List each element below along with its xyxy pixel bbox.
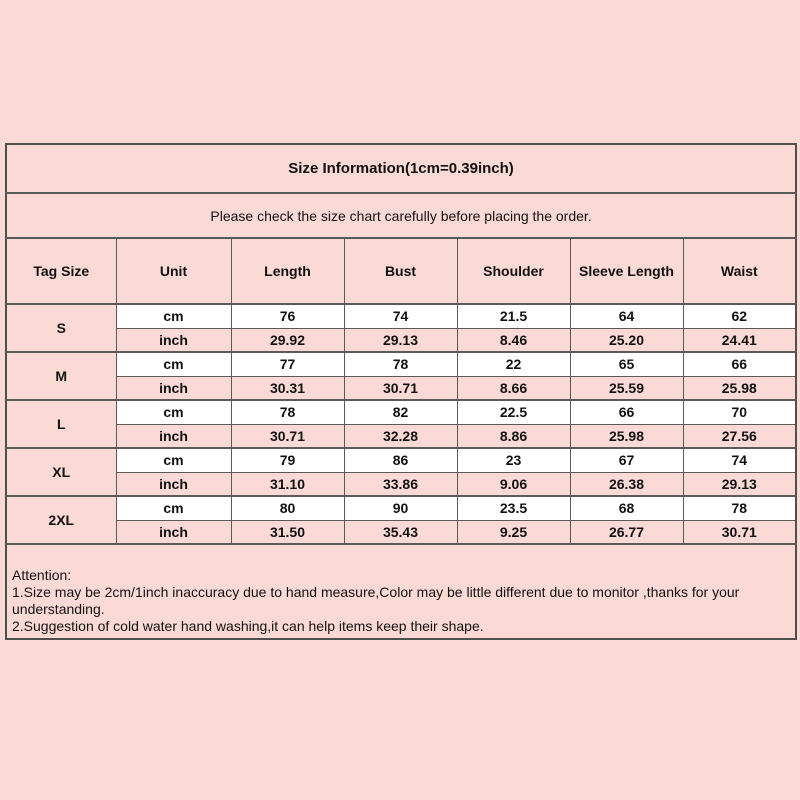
value-cell: 27.56: [683, 424, 796, 448]
value-cell: 29.13: [683, 472, 796, 496]
value-cell: 33.86: [344, 472, 457, 496]
value-cell: 80: [231, 496, 344, 520]
value-cell: 30.71: [231, 424, 344, 448]
value-cell: 30.71: [344, 376, 457, 400]
unit-cell: cm: [116, 448, 231, 472]
value-cell: 67: [570, 448, 683, 472]
size-tag-cell: M: [6, 352, 116, 400]
value-cell: 68: [570, 496, 683, 520]
header-tag-size: Tag Size: [6, 238, 116, 304]
value-cell: 8.46: [457, 328, 570, 352]
size-tag-cell: XL: [6, 448, 116, 496]
value-cell: 74: [683, 448, 796, 472]
table-row: [6, 352, 796, 376]
value-cell: 64: [570, 304, 683, 328]
value-cell: 29.13: [344, 328, 457, 352]
value-cell: 26.38: [570, 472, 683, 496]
value-cell: 23.5: [457, 496, 570, 520]
attention-line-1: 1.Size may be 2cm/1inch inaccuracy due to hand measure,Color may be little different due to monitor ,thanks for your understanding.: [12, 584, 740, 617]
value-cell: 35.43: [344, 520, 457, 544]
value-cell: 78: [231, 400, 344, 424]
header-sleeve-length: Sleeve Length: [570, 238, 683, 304]
value-cell: 66: [683, 352, 796, 376]
header-shoulder: Shoulder: [457, 238, 570, 304]
unit-cell: inch: [116, 424, 231, 448]
header-waist: Waist: [683, 238, 796, 304]
value-cell: 90: [344, 496, 457, 520]
table-row: [6, 400, 796, 424]
value-cell: 77: [231, 352, 344, 376]
value-cell: 24.41: [683, 328, 796, 352]
value-cell: 76: [231, 304, 344, 328]
value-cell: 65: [570, 352, 683, 376]
value-cell: 31.10: [231, 472, 344, 496]
table-row: [6, 304, 796, 328]
unit-cell: inch: [116, 472, 231, 496]
value-cell: 9.06: [457, 472, 570, 496]
size-tag-cell: L: [6, 400, 116, 448]
value-cell: 8.86: [457, 424, 570, 448]
size-chart-table: [5, 143, 797, 640]
value-cell: 30.71: [683, 520, 796, 544]
unit-cell: cm: [116, 496, 231, 520]
table-row: [6, 520, 796, 544]
attention-note: [6, 544, 796, 639]
value-cell: 25.98: [683, 376, 796, 400]
value-cell: 22.5: [457, 400, 570, 424]
value-cell: 23: [457, 448, 570, 472]
table-title: Size Information(1cm=0.39inch): [6, 144, 796, 193]
unit-cell: inch: [116, 520, 231, 544]
value-cell: 78: [683, 496, 796, 520]
header-unit: Unit: [116, 238, 231, 304]
attention-line-2: 2.Suggestion of cold water hand washing,it can help items keep their shape.: [12, 618, 484, 634]
value-cell: 62: [683, 304, 796, 328]
value-cell: 25.98: [570, 424, 683, 448]
value-cell: 32.28: [344, 424, 457, 448]
size-tag-cell: S: [6, 304, 116, 352]
table-subtitle: Please check the size chart carefully before placing the order.: [6, 193, 796, 238]
table-row: [6, 376, 796, 400]
value-cell: 74: [344, 304, 457, 328]
size-tag-cell: 2XL: [6, 496, 116, 544]
unit-cell: inch: [116, 376, 231, 400]
table-row: [6, 448, 796, 472]
value-cell: 21.5: [457, 304, 570, 328]
value-cell: 25.59: [570, 376, 683, 400]
value-cell: 26.77: [570, 520, 683, 544]
value-cell: 25.20: [570, 328, 683, 352]
table-row: [6, 424, 796, 448]
attention-heading: Attention:: [12, 567, 72, 583]
table-row: [6, 472, 796, 496]
table-row: [6, 328, 796, 352]
unit-cell: cm: [116, 400, 231, 424]
unit-cell: inch: [116, 328, 231, 352]
value-cell: 82: [344, 400, 457, 424]
value-cell: 22: [457, 352, 570, 376]
value-cell: 31.50: [231, 520, 344, 544]
value-cell: 86: [344, 448, 457, 472]
value-cell: 66: [570, 400, 683, 424]
value-cell: 9.25: [457, 520, 570, 544]
value-cell: 30.31: [231, 376, 344, 400]
value-cell: 79: [231, 448, 344, 472]
value-cell: 78: [344, 352, 457, 376]
unit-cell: cm: [116, 304, 231, 328]
table-row: [6, 496, 796, 520]
header-length: Length: [231, 238, 344, 304]
value-cell: 70: [683, 400, 796, 424]
unit-cell: cm: [116, 352, 231, 376]
value-cell: 8.66: [457, 376, 570, 400]
value-cell: 29.92: [231, 328, 344, 352]
header-bust: Bust: [344, 238, 457, 304]
